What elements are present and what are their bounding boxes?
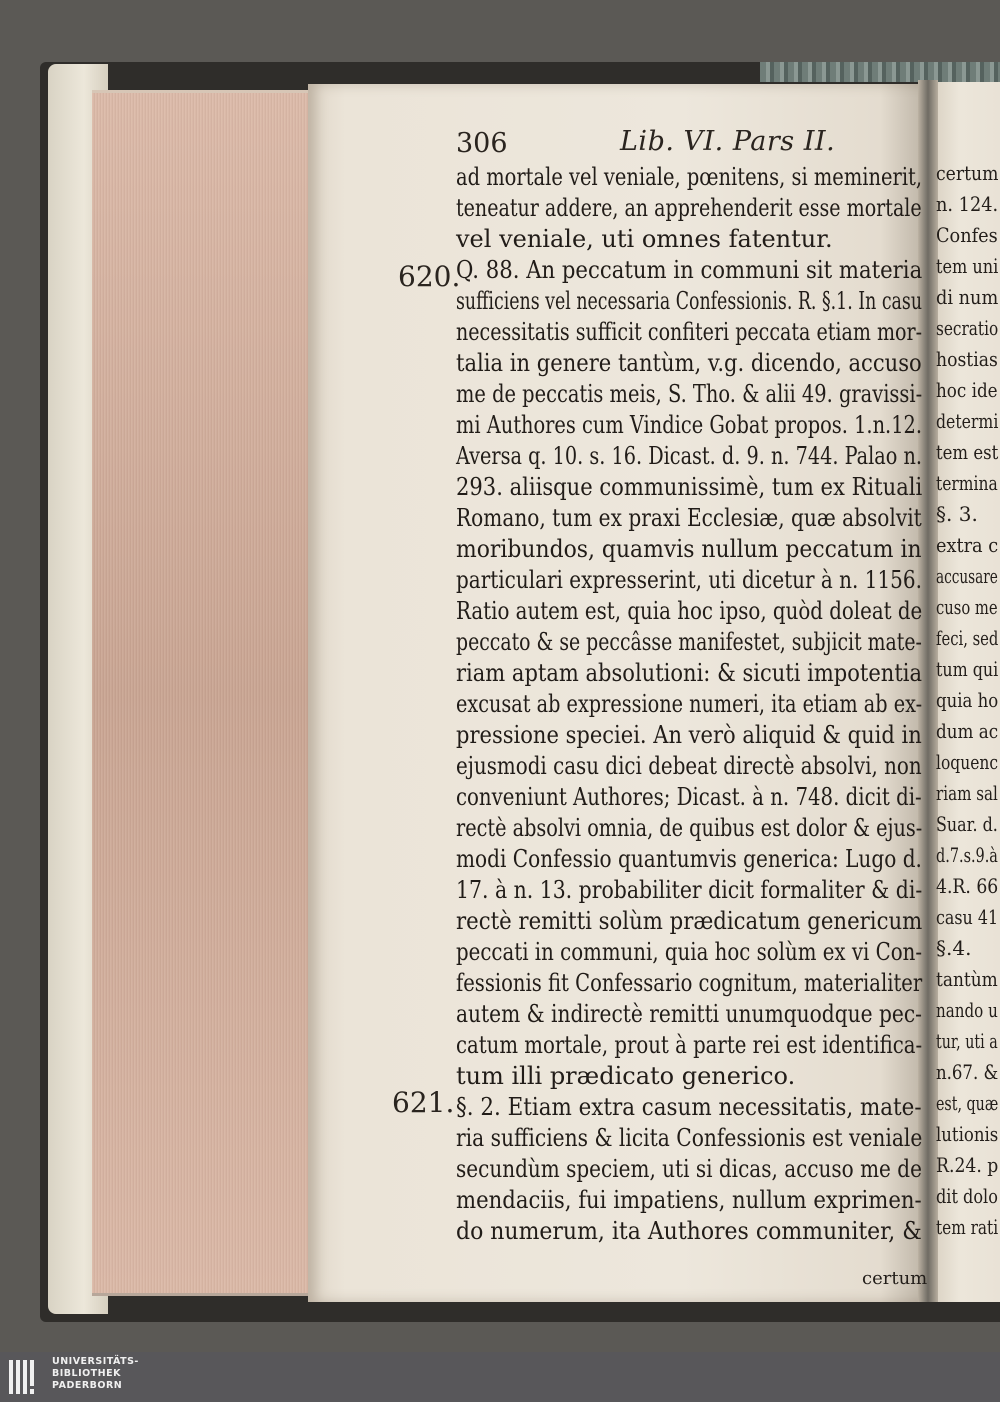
library-logo-icon [8,1358,42,1396]
facing-text-line: nando u [936,998,998,1022]
facing-text-line: dum ac [936,719,999,743]
text-line: necessitatis sufficit confiteri peccata etiam mor- [456,318,923,346]
facing-text-line: cuso me [936,595,998,619]
text-line: 17. à n. 13. probabiliter dicit formaliter & di- [456,876,923,904]
library-name-line3: PADERBORN [52,1380,123,1391]
page-edges [92,90,314,1296]
text-line: mendaciis, fui impatiens, nullum exprimen- [456,1186,922,1214]
text-line: autem & indirectè remitti unumquodque pec- [456,1000,922,1028]
facing-text-line: certum [936,161,999,185]
facing-text-line: determi [936,409,999,433]
text-line: mi Authores cum Vindice Gobat propos. 1.n.12. [456,411,923,439]
page-number: 306 [456,128,508,159]
text-line: Romano, tum ex praxi Ecclesiæ, quæ absolvit [456,504,922,532]
text-line: pressione speciei. An verò aliquid & quid in [456,721,922,749]
facing-text-line: n.67. & [936,1060,999,1084]
text-line: Aversa q. 10. s. 16. Dicast. d. 9. n. 744. Palao n. [456,442,922,470]
text-line: do numerum, ita Authores communiter, & [456,1217,922,1245]
facing-text-line: 4.R. 66 [936,874,999,898]
text-line: moribundos, quamvis nullum peccatum in [456,535,922,563]
facing-text-line: extra c [936,533,999,557]
facing-text-line: tum qui [936,657,999,681]
text-line: ria sufficiens & licita Confessionis est veniale [456,1124,923,1152]
text-line: ad mortale vel veniale, pœnitens, si meminerit, [456,163,923,191]
library-name-line2: BIBLIOTHEK [52,1368,121,1379]
text-line: Q. 88. An peccatum in communi sit materia [456,256,923,284]
text-line: vel veniale, uti omnes fatentur. [456,225,833,253]
facing-text-line: est, quæ [936,1091,999,1115]
facing-text-line: secratio [936,316,999,340]
catchword: certum [862,1268,928,1289]
marginal-number-621: 621. [392,1086,455,1119]
facing-text-line: riam sal [936,781,998,805]
text-line: teneatur addere, an apprehenderit esse mortale [456,194,922,222]
facing-text-line: tantùm [936,967,998,991]
facing-text-line: n. 124. [936,192,999,216]
facing-text-line: §.4. [936,936,972,960]
text-line: tum illi prædicato generico. [456,1062,796,1090]
library-name-line1: UNIVERSITÄTS- [52,1356,139,1367]
running-head: Lib. VI. Pars II. [620,126,836,157]
facing-text-line: R.24. p [936,1153,999,1177]
spine-band [760,62,1000,82]
facing-text-line: tem uni [936,254,999,278]
facing-text-line: feci, sed [936,626,999,650]
facing-text-line: casu 41 [936,905,999,929]
text-line: excusat ab expressione numeri, ita etiam ab ex- [456,690,923,718]
facing-text-line: hostias [936,347,998,371]
facing-text-line: tem est [936,440,999,464]
facing-text-line: hoc ide [936,378,998,402]
facing-text-line: tur, uti a [936,1029,998,1053]
text-line: riam aptam absolutioni: & sicuti impotentia [456,659,923,687]
library-name [52,1356,139,1392]
text-line: peccato & se peccâsse manifestet, subjicit mate- [456,628,922,656]
facing-text-line: quia ho [936,688,999,712]
text-line: modi Confessio quantumvis generica: Lugo d. [456,845,922,873]
text-line: §. 2. Etiam extra casum necessitatis, mate- [456,1093,922,1121]
text-line: peccati in communi, quia hoc solùm ex vi Con- [456,938,923,966]
text-line: particulari expresserint, uti dicetur à n. 1156. [456,566,922,594]
text-line: Ratio autem est, quia hoc ipso, quòd doleat de [456,597,923,625]
text-line: conveniunt Authores; Dicast. à n. 748. dicit di- [456,783,922,811]
text-line: secundùm speciem, uti si dicas, accuso me de [456,1155,922,1183]
marginal-number-620: 620. [398,260,461,293]
facing-text-line: d.7.s.9.à [936,843,998,867]
facing-text-line: dit dolo [936,1184,998,1208]
facing-text-line: di num [936,285,999,309]
text-line: rectè remitti solùm prædicatum genericum [456,907,923,935]
text-line: catum mortale, prout à parte rei est identifica- [456,1031,923,1059]
facing-text-line: §. 3. [936,502,978,526]
facing-text-line: termina [936,471,998,495]
text-line: rectè absolvi omnia, de quibus est dolor & ejus- [456,814,923,842]
text-line: talia in genere tantùm, v.g. dicendo, accuso [456,349,922,377]
footer-bar [0,1352,1000,1402]
facing-text-line: loquenc [936,750,999,774]
text-line: fessionis fit Confessario cognitum, materialiter [456,969,923,997]
text-line: sufficiens vel necessaria Confessionis. R. §.1. In casu [456,287,923,315]
facing-text-line: lutionis [936,1122,999,1146]
text-line: 293. aliisque communissimè, tum ex Rituali [456,473,923,501]
facing-text-line: Confes [936,223,998,247]
facing-text-line: Suar. d. [936,812,998,836]
text-line: ejusmodi casu dici debeat directè absolvi, non [456,752,922,780]
text-line: me de peccatis meis, S. Tho. & alii 49. gravissi- [456,380,923,408]
facing-text-line: tem rati [936,1215,999,1239]
facing-text-line: accusare [936,564,998,588]
